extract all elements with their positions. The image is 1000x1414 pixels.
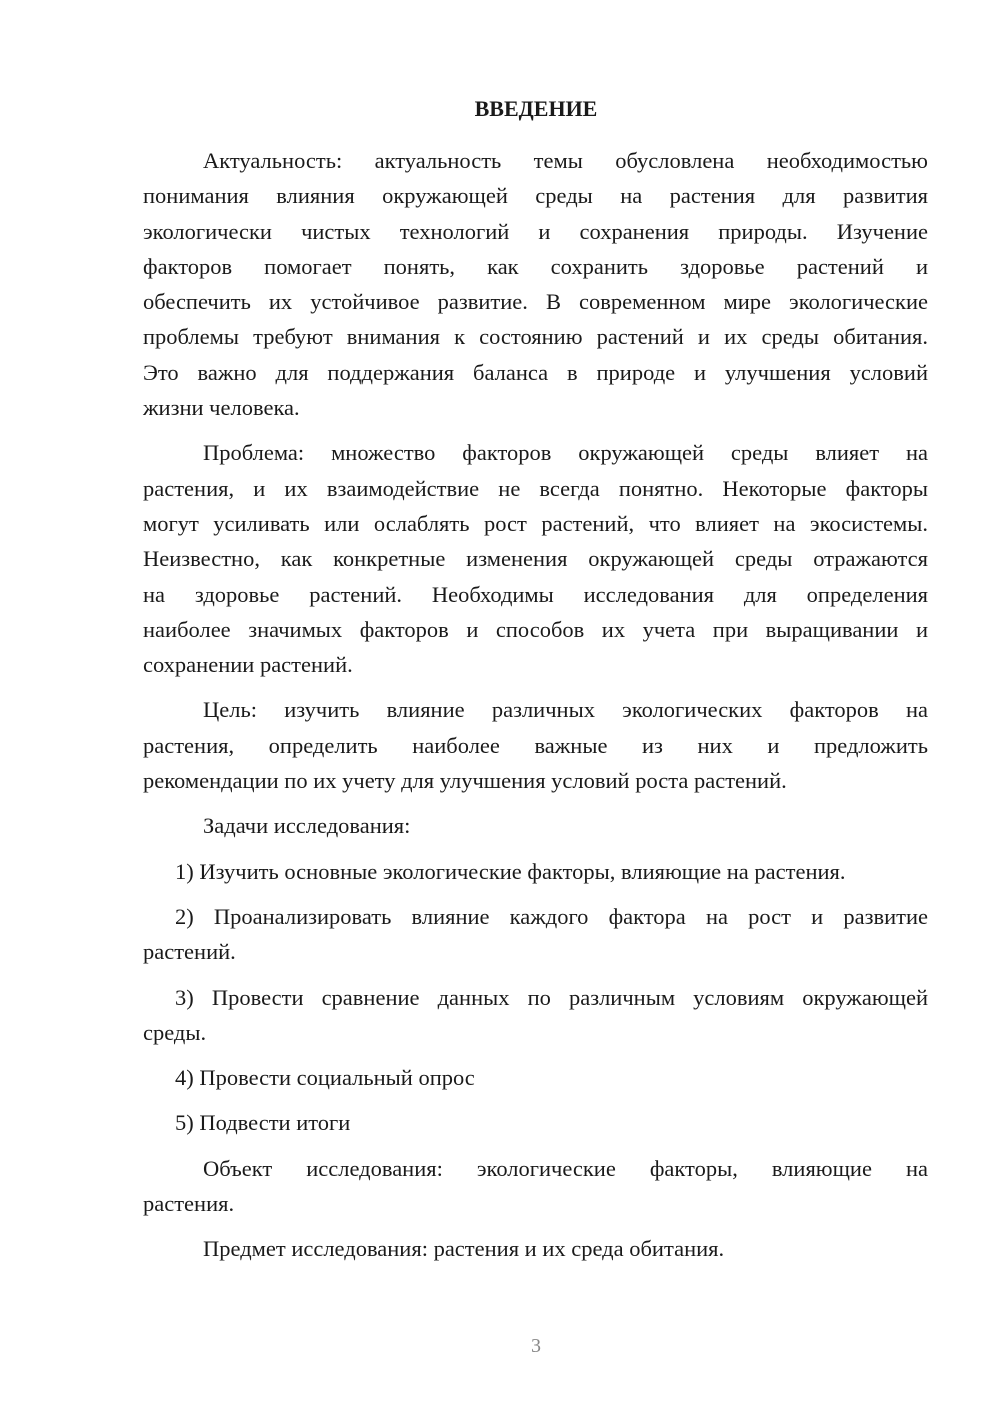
text-line: 2) Проанализировать влияние каждого фактора на рост и развитие — [175, 903, 928, 929]
text-line: Задачи исследования: — [203, 813, 411, 839]
text-line: 1) Изучить основные экологические факторы, влияющие на растения. — [175, 858, 846, 884]
text-line: 4) Провести социальный опрос — [175, 1065, 475, 1091]
task-list-item — [143, 899, 928, 970]
text-line: факторов помогает понять, как сохранить здоровье растений и — [143, 253, 928, 279]
text-line: Предмет исследования: растения и их среда обитания. — [203, 1236, 725, 1262]
text-line: Актуальность: актуальность темы обусловлена необходимостью — [203, 148, 928, 173]
text-line: Цель: изучить влияние различных экологических факторов на — [203, 697, 928, 723]
task-list-item — [143, 980, 928, 1051]
text-line: 3) Провести сравнение данных по различным условиям окружающей — [175, 984, 928, 1010]
section-heading: ВВЕДЕНИЕ — [474, 96, 598, 121]
text-line: сохранении растений. — [143, 652, 353, 678]
paragraph — [143, 435, 928, 682]
paragraph — [143, 1151, 928, 1222]
text-line: проблемы требуют внимания к состоянию растений и их среды обитания. — [143, 324, 928, 350]
text-line: могут усиливать или ослаблять рост растений, что влияет на экосистемы. — [143, 510, 928, 536]
text-line: Объект исследования: экологические факторы, влияющие на — [203, 1155, 928, 1181]
text-line: 5) Подвести итоги — [175, 1110, 351, 1136]
paragraph — [143, 692, 928, 798]
document-body — [143, 143, 928, 1277]
page-number: 3 — [531, 1335, 541, 1357]
paragraph — [143, 808, 928, 843]
text-line: жизни человека. — [143, 395, 300, 421]
text-line: Проблема: множество факторов окружающей среды влияет на — [203, 440, 928, 466]
text-line: растения. — [143, 1191, 235, 1217]
text-line: экологически чистых технологий и сохранения природы. Изучение — [143, 218, 928, 244]
paragraph — [143, 1231, 928, 1266]
text-line: понимания влияния окружающей среды на растения для развития — [143, 183, 928, 209]
text-line: рекомендации по их учету для улучшения условий роста растений. — [143, 768, 787, 794]
text-line: растения, и их взаимодействие не всегда понятно. Некоторые факторы — [143, 475, 928, 501]
task-list-item — [143, 854, 928, 889]
text-line: обеспечить их устойчивое развитие. В современном мире экологические — [143, 289, 928, 315]
task-list-item — [143, 1060, 928, 1095]
text-line: растений. — [143, 939, 236, 965]
text-line: Это важно для поддержания баланса в природе и улучшения условий — [143, 359, 928, 385]
text-line: на здоровье растений. Необходимы исследования для определения — [143, 581, 928, 607]
task-list-item — [143, 1105, 928, 1140]
paragraph — [143, 143, 928, 425]
text-line: наиболее значимых факторов и способов их учета при выращивании и — [143, 616, 928, 642]
text-line: Неизвестно, как конкретные изменения окружающей среды отражаются — [143, 546, 928, 572]
text-line: растения, определить наиболее важные из них и предложить — [143, 732, 928, 758]
text-line: среды. — [143, 1019, 207, 1045]
